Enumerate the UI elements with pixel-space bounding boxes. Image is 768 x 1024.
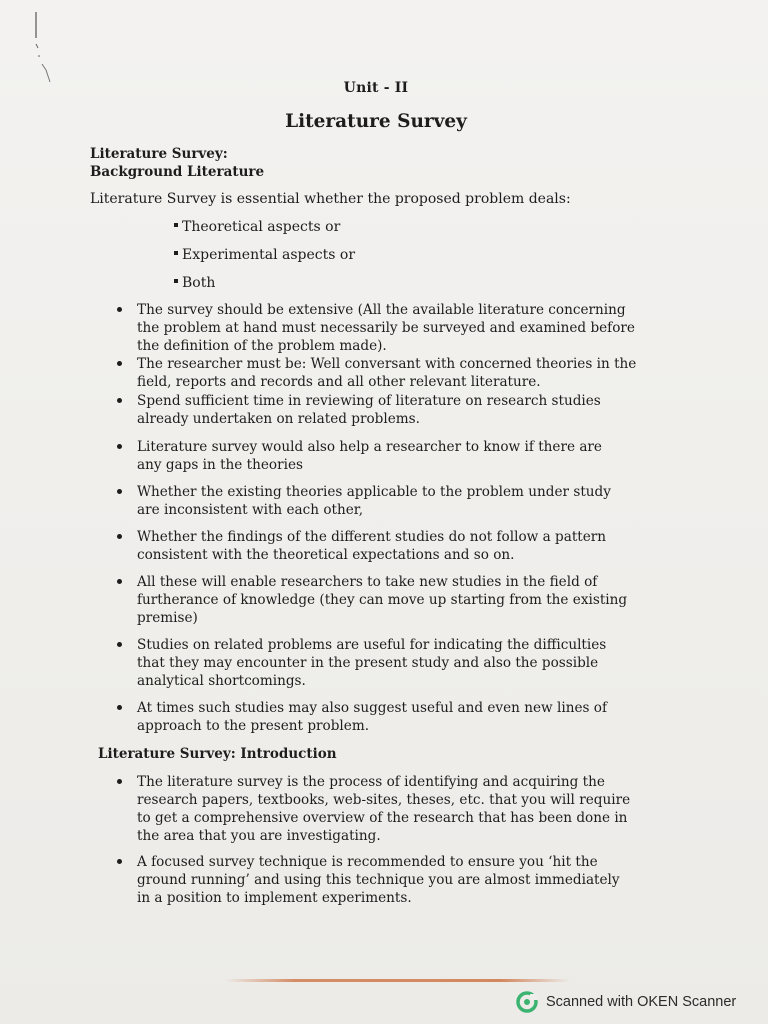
scanner-watermark-text: Scanned with OKEN Scanner bbox=[546, 994, 737, 1010]
oken-scanner-logo-icon bbox=[516, 991, 538, 1013]
list-item: The literature survey is the process of identifying and acquiring the research papers, textbooks, web-sites, theses, etc. that you will require to get a comprehensive overview of the research that has been done in the area that you are investigating. bbox=[137, 773, 665, 845]
bullet-icon bbox=[117, 534, 122, 539]
list-item: Spend sufficient time in reviewing of literature on research studies already undertaken on related problems. bbox=[137, 392, 665, 428]
bullet-icon bbox=[117, 859, 122, 864]
square-bullet-icon bbox=[174, 223, 178, 227]
bullet-icon bbox=[117, 444, 122, 449]
list-item: Whether the findings of the different studies do not follow a pattern consistent with the theoretical expectations and so on. bbox=[137, 528, 665, 564]
section-heading-line1: Literature Survey: bbox=[90, 146, 228, 162]
aspect-item: Experimental aspects or bbox=[174, 247, 355, 263]
section-heading-line2: Background Literature bbox=[90, 164, 265, 180]
scan-margin-mark-icon bbox=[30, 8, 58, 88]
bullet-icon bbox=[117, 361, 122, 366]
intro-paragraph: Literature Survey is essential whether the proposed problem deals: bbox=[90, 191, 571, 207]
list-item: At times such studies may also suggest useful and even new lines of approach to the present problem. bbox=[137, 699, 665, 735]
list-item: The researcher must be: Well conversant with concerned theories in the field, reports and records and all other relevant literature. bbox=[137, 355, 665, 391]
list-item: Studies on related problems are useful for indicating the difficulties that they may encounter in the present study and also the possible analytical shortcomings. bbox=[137, 636, 665, 690]
square-bullet-icon bbox=[174, 251, 178, 255]
bullet-icon bbox=[117, 579, 122, 584]
bullet-icon bbox=[117, 307, 122, 312]
section-heading-introduction: Literature Survey: Introduction bbox=[98, 746, 337, 762]
square-bullet-icon bbox=[174, 279, 178, 283]
aspect-item: Both bbox=[174, 275, 215, 291]
scanner-watermark bbox=[516, 990, 736, 1014]
bullet-icon bbox=[117, 779, 122, 784]
list-item: A focused survey technique is recommended to ensure you ‘hit the ground running’ and using this technique you are almost immediately in a position to implement experiments. bbox=[137, 853, 665, 907]
bullet-icon bbox=[117, 705, 122, 710]
list-item: All these will enable researchers to take new studies in the field of furtherance of knowledge (they can move up starting from the existing premise) bbox=[137, 573, 665, 627]
list-item: The survey should be extensive (All the available literature concerning the problem at hand must necessarily be surveyed and examined before the definition of the problem made). bbox=[137, 301, 665, 355]
page-title: Literature Survey bbox=[285, 111, 467, 132]
bullet-icon bbox=[117, 642, 122, 647]
aspect-item: Theoretical aspects or bbox=[174, 219, 340, 235]
unit-title: Unit - II bbox=[343, 80, 409, 96]
list-item: Literature survey would also help a researcher to know if there are any gaps in the theories bbox=[137, 438, 665, 474]
bullet-icon bbox=[117, 398, 122, 403]
bullet-icon bbox=[117, 489, 122, 494]
list-item: Whether the existing theories applicable to the problem under study are inconsistent with each other, bbox=[137, 483, 665, 519]
page-edge-stain bbox=[225, 979, 570, 982]
